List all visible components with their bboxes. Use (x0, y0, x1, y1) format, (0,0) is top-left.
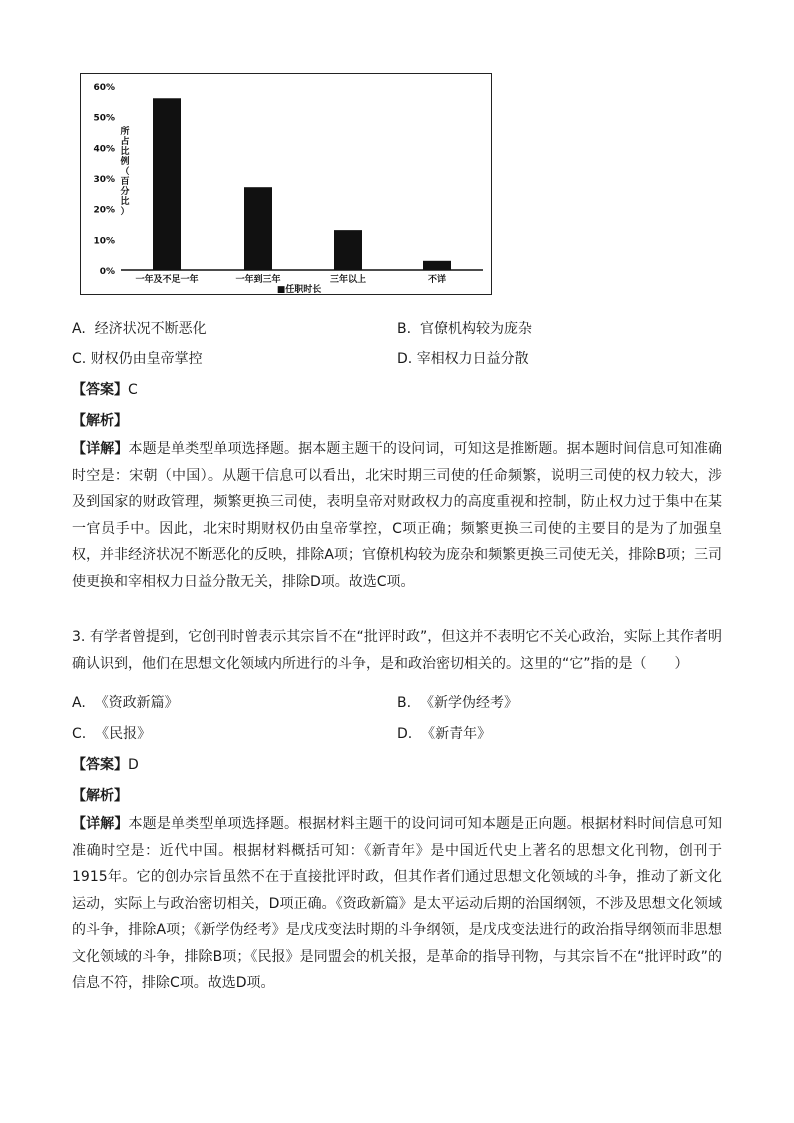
x-tick-label: 三年以上 (329, 275, 367, 285)
y-tick-label: 30% (93, 175, 115, 185)
q2-option-b[interactable]: B. 官僚机构较为庞杂 (397, 321, 532, 337)
y-tick-label: 10% (93, 236, 115, 247)
x-tick-label: 一年及不足一年 (135, 275, 199, 285)
y-tick-label: 20% (93, 205, 115, 216)
q2-option-a[interactable]: A. 经济状况不断恶化 (72, 321, 207, 337)
bar (334, 230, 362, 270)
x-axis-label: ■任职时长 (276, 285, 322, 294)
q3-option-row-2 (72, 723, 732, 745)
y-axis-label-char: 比 (120, 147, 130, 157)
detail-text: 本题是单类型单项选择题。根据材料主题干的设问词可知本题是正向题。根据材料时间信息可知准确时空是：近代中国。根据材料概括可知：《新青年》是中国近代史上著名的思想文化刊物，创刊于1915年。它的创办宗旨虽然不在于直接批评时政，但其作者们通过思想文化领域的斗争，推动了新文化运动，实际上与政治密切相关，D项正确。《资政新篇》是太平运动后期的治国纲领，不涉及思想文化领域的斗争，排除A项；《新学伪经考》是戊戌变法时期的斗争纲领，是戊戌变法进行的政治指导纲领而非思想文化领域的斗争，排除B项；《民报》是同盟会的机关报，是革命的指导刊物，与其宗旨不在“批评时政”的信息不符，排除C项。故选D项。 (72, 816, 723, 991)
y-tick-label: 0% (99, 267, 115, 277)
x-tick-label: 一年到三年 (235, 275, 281, 285)
q3-option-row-1 (72, 692, 732, 714)
q2-analysis-tag: 【解析】 (72, 413, 128, 429)
y-axis-label-char: ） (120, 207, 130, 217)
bar-chart (80, 73, 492, 295)
q2-answer (72, 379, 138, 399)
y-axis-label-char: 占 (120, 137, 130, 147)
bar (423, 261, 451, 270)
detail-text: 本题是单类型单项选择题。据本题主题干的设问词，可知这是推断题。据本题时间信息可知准确时空是：宋朝（中国）。从题干信息可以看出，北宋时期三司使的任命频繁，说明三司使的权力较大，涉及到国家的财政管理，频繁更换三司使，表明皇帝对财政权力的高度重视和控制，防止权力过于集中在某一官员手中。因此，北宋时期财权仍由皇帝掌控，C项正确；频繁更换三司使的主要目的是为了加强皇权，并非经济状况不断恶化的反映，排除A项；官僚机构较为庞杂和频繁更换三司使无关，排除B项；三司使更换和宰相权力日益分散无关，排除D项。故选C项。 (72, 441, 723, 590)
q3-option-a[interactable]: A. 《资政新篇》 (72, 695, 179, 711)
q3-option-c[interactable]: C. 《民报》 (72, 726, 152, 742)
answer-tag: 【答案】 (72, 382, 128, 398)
answer-value: C (128, 382, 138, 398)
bar (153, 98, 181, 270)
y-axis-label-char: 百 (120, 177, 130, 187)
bar (244, 187, 272, 270)
y-tick-label: 60% (93, 83, 115, 93)
q3-option-d[interactable]: D. 《新青年》 (397, 726, 492, 742)
y-tick-label: 40% (93, 144, 115, 155)
q3-detail (72, 811, 722, 997)
y-tick-label: 50% (93, 113, 115, 124)
q3-stem: 3. 有学者曾提到，它创刊时曾表示其宗旨不在“批评时政”，但这并不表明它不关心政治，实际上其作者明确认识到，他们在思想文化领域内所进行的斗争，是和政治密切相关的。这里的“它”指的是（ ） (72, 629, 722, 672)
answer-tag: 【答案】 (72, 757, 128, 773)
q3-answer (72, 754, 139, 774)
detail-tag: 【详解】 (72, 441, 129, 457)
y-axis-label-char: （ (120, 167, 130, 177)
detail-tag: 【详解】 (72, 816, 129, 832)
y-axis-label-char: 所 (120, 127, 130, 137)
y-axis-label-char: 分 (120, 187, 130, 197)
q3-option-b[interactable]: B. 《新学伪经考》 (397, 695, 518, 711)
q2-option-row-1 (72, 318, 732, 340)
q2-option-c[interactable]: C. 财权仍由皇帝掌控 (72, 351, 203, 367)
q3-analysis-tag: 【解析】 (72, 788, 128, 804)
y-axis-label-char: 比 (120, 197, 130, 207)
chart-svg (81, 74, 491, 294)
q2-option-d[interactable]: D. 宰相权力日益分散 (397, 351, 529, 367)
y-axis-label-char: 例 (120, 157, 130, 167)
answer-value: D (128, 757, 139, 773)
q2-option-row-2 (72, 348, 732, 370)
q2-detail (72, 436, 722, 595)
x-tick-label: 不详 (427, 275, 447, 285)
